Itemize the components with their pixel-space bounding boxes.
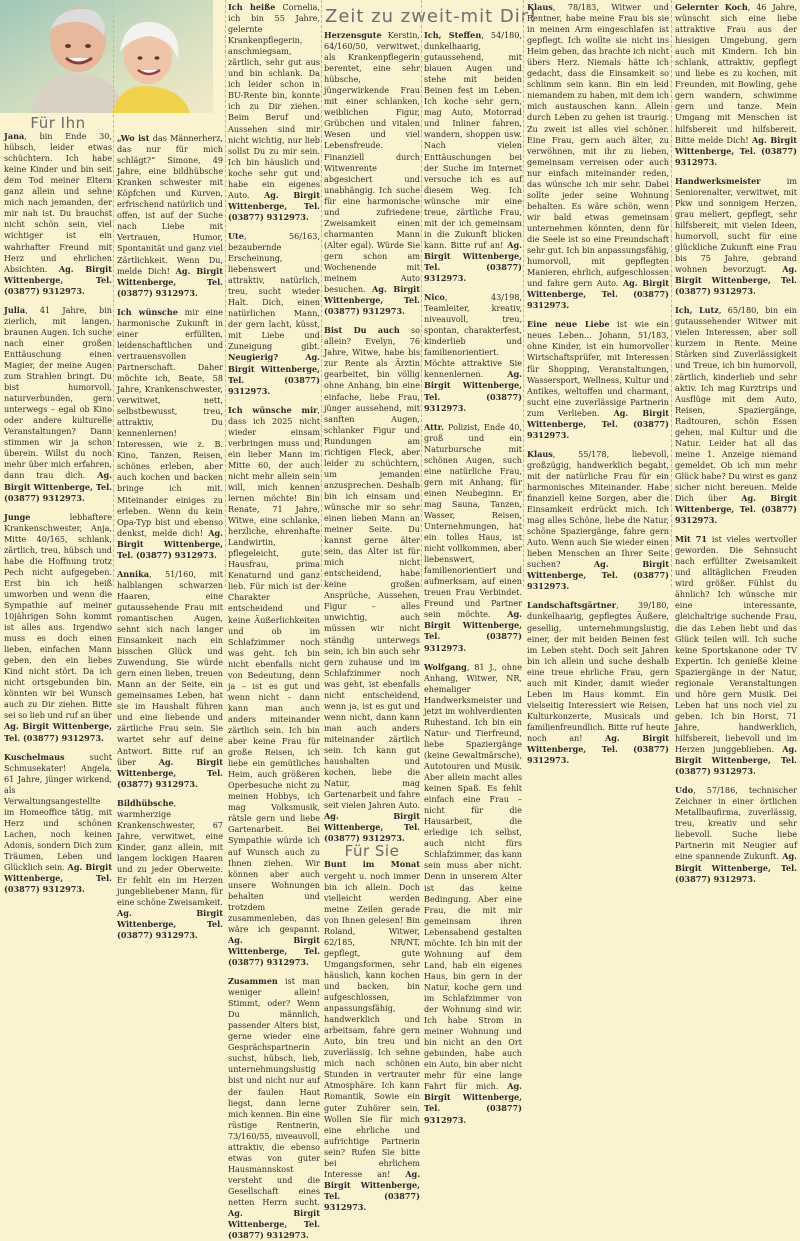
column-2 bbox=[117, 133, 223, 941]
ad-item: Gelernter Koch, 46 Jahre, wünscht sich eine liebe attraktive Frau aus der hiesigen Umgebung, gern auch mit Kindern. Ich bin schlank, attraktiv, gepflegt und liebe es zu kochen, mit Freunden, mit Bowling, gehe gern wandern, schwimme gern und tanze. Mein Umgang mit Menschen ist hilfsbereit und hilfsbereit. Bitte melde Dich! Ag. Birgit Wittenberge, Tel. (03877) 9312973. bbox=[675, 2, 798, 167]
column-divider bbox=[671, 0, 672, 587]
column-divider bbox=[421, 0, 422, 587]
ad-item: Eine neue Liebe ist wie ein neues Leben... Johann, 51/183, ohne Kinder, ist ein humorvoller Wirtschaftsprüfer, mit Interessen für Shopping, Veranstaltungen, Wassersport, Wellness, Kultur und Antikes, weltoffen und charmant, sucht eine zuverlässige Partnerin zum Verlieben. Ag. Birgit Wittenberge, Tel. (03877) 9312973. bbox=[527, 319, 670, 440]
column-7 bbox=[675, 2, 798, 884]
ad-item: Mit 71 ist vieles wertvoller geworden. Die Sehnsucht nach erfüllter Zweisamkeit und alltäglichen Freuden wird größer. Fühlst du ähnlich? Ich wünsche mir eine interessante, gleichaltrige suchende Frau, die das Leben liebt und das Glück teilen will. Ich suche keine Sportskanone oder TV Expertin. Ich genieße kleine Spaziergänge in der Natur, regionale Veranstaltungen und höre gern Musik. Dei Leben hat uns noch viel zu geben. Ich bin Horst, 71 Jahre, handwerklich, hilfsbereit, liebevoll und im Herzen junggeblieben. Ag. Birgit Wittenberge, Tel. (03877) 9312973. bbox=[675, 534, 797, 777]
page-title: Zeit zu zweit-mit Dir! bbox=[325, 6, 538, 27]
ad-item: Annika, 51/160, mit halblangen schwarzen Haaren, eine gutaussehende Frau mit romantischen Augen, sehnt sich nach langer Einsamkeit nach ein bisschen Glück und Zuwendung. Sie würde gern einen lieben, treuen Mann an der Seite, ein gemeinsames Leben, hat sie im Haushalt führen und eine liebende und zärtliche Frau sein. Sie wartet sehr auf deine Antwort. Bitte ruf an über Ag. Birgit Wittenberge, Tel. (03877) 9312973. bbox=[117, 568, 223, 789]
ad-item: Landschaftsgärtner, 39/180, dunkelhaarig, gepflegtes Äußere, gesellig, unternehmungslustig, einer, der mit beiden Beinen fest im Leben steht. Doch seit Jahren bin ich allein und suche deshalb eine treue ehrliche Frau, gern auch mit Kinder, damit wieder Leben im Haus kommt. Ein vielseitig Interessiert wie Reisen, Kulturkonzerte, Musicals und familienfreundlich. Bitte ruf heute noch an! Ag. Birgit Wittenberge, Tel. (03877) 9312973. bbox=[527, 600, 669, 766]
ad-item: Herzensgute Kerstin, 64/160/50, verwitwet, als Krankenpflegerin berentet, eine sehr hübsche, jüngerwirkende Frau mit einer schlanken, weiblichen Figur, Grübchen und vitalen Wesen und viel Lebensfreude. Finanziell durch Witwenrente abgesichert und unabhängig. Ich suche für eine harmonische und zufriedene Zweisamkeit einen charmanten Mann (Alter egal). Würde Sie gern schon am Wochenende mit meinem Auto besuchen. Ag. Birgit Wittenberge, Tel. (03877) 9312973. bbox=[324, 30, 421, 317]
ad-item: Ich heiße Cornelia, ich bin 55 Jahre, gelernte Krankenpflegerin, anschmiegsam, zärtlich, sehr gut aus und bin schlank. Da ich leider schon in BU-Rente bin, konnte ich zu Dir ziehen. Beim Beruf und Aussehen sind mir nicht wichtig, nur lieb sollst Du zu mir sein. Ich bin häuslich und koche sehr gut und habe ein eigenes Auto. Ag. Birgit Wittenberge, Tel. (03877) 9312973. bbox=[228, 2, 320, 222]
section-heading-ihn: Für Ihn bbox=[30, 114, 86, 132]
ad-item: Ich wünsche mir, dass ich 2025 nicht wieder einsam verbringen muss und ein lieber Mann im Mitte 60, der auch nicht mehr allein sein will, mich kennen lernen möchte! Bin Renate, 71 Jahre, Witwe, eine schlanke, herzliche, ehrenhafte Landwirtin, pflegeleicht, gute Hausfrau, prima Kenaturnd und ganz lieb. Für mich ist der Charakter entscheidend und keine Äußerlichkeiten und ob im Schlafzimmer noch was geht. Ich bin nicht ebenfalls nicht von Bedeutung, denn ja – ist es gut und wenn nicht – dann kann man auch anders miteinander zärtlich sein. Ich bin aber keine Frau für große Reisen, ich liebe ein gemütliches Heim, auch größeren Operbesuche nicht zu meinen Hobbys, ich mag Volksmusik, rätsle gern und liebe Gartenarbeit. Bei Sympathie würde ich auf Wunsch auch zu Ihnen ziehen. Wir können aber auch unsere Wohnungen behalten und trotzdem zusammenleben, das wäre ich gespannt. Ag. Birgit Wittenberge, Tel. (03877) 9312973. bbox=[228, 404, 320, 967]
section-heading-sie: Für Sie bbox=[344, 842, 400, 861]
ad-item: Ich, Steffen, 54/180, dunkelhaarig, gutaussehend, mit blauen Augen und stehe mit beiden Beinen fest im Leben. Ich koche sehr gern, mag Auto, Motorrad und Inliner fahren, wandern, shoppen usw. Nach vielen Enttäuschungen bei der Suche im Internet versuche ich es auf diesem Weg. Ich wünsche mir eine treue, zärtliche Frau, mit der ich gemeinsam in die Zukunft blicken kann. Bitte ruf an! Ag. Birgit Wittenberge, Tel. (03877) 9312973. bbox=[424, 30, 522, 284]
ad-item: Ich, Lutz, 65/180, bin ein gutaussehender Witwer mit vielen Interessen, aber soll kurzem in Rente. Meine Stärken sind Zuverlässigkeit und Treue, ich bin humorvoll, zärtlich, kinderlieb und sehr aktiv. Ich mag Kurztrips und Ausflüge mit dem Auto, Reisen, Spaziergänge, Radtouren, schön Essen gehen, mal Kultur und die Natur. Leider hat all das meine 1. Anzeige niemand gemeldet. Ob ich nun mehr Glück habe? Du wirst es ganz sicher nicht bereuen. Melde Dich über Ag. Birgit Wittenberge, Tel. (03877) 9312973. bbox=[675, 305, 797, 526]
ad-item: Klaus, 78/183, Witwer und Rentner, habe meine Frau bis sie in meinen Arm eingeschlafen ist gepflegt. Ich wollte sie nicht ins Heim geben, das brachte ich nicht übers Herz. Niemals hätte ich gedacht, dass die Einsamkeit so schlimm sein kann. Bin ein leid niemandem zu haben, mit dem ich mich austauschen kann. Allein durch Leben zu gehen ist traurig. Zu zweit ist alles viel schöner. Eine Frau, gern auch älter, zu verwöhnen, mit ihr zu lieben, gemeinsam verreisen oder auch nur einfach miteinander reden, das wünsche ich mir sehr. Dabei sollte jeder seine Wohnung behalten. Es wäre schön, wenn wir bald etwas gemeinsam unternehmen könnten, denn für die Seele ist so eine Freundschaft sehr gut. Ich bin anpassungsfähig, humorvoll, mit gepflegten Manieren, ehrlich, aufgeschlossen und fahre gern Auto. Ag. Birgit Wittenberge, Tel. (03877) 9312973. bbox=[527, 2, 670, 311]
column-1 bbox=[4, 114, 113, 895]
column-divider bbox=[523, 0, 524, 587]
ad-item: Julia, 41 Jahre, bin zierlich, mit langen, braunen Augen. Ich suche nach einer großen Enttäuschung einen Magier, der meine Augen zum Strahlen bringt. Du bist humorvoll, naturverbunden, gern unterwegs – egal ob Kino oder andere kulturelle Veranstaltungen? Dann stimmen wir ja schon überein. Willst du noch mehr über mich erfahren, dann trau dich. Ag. Birgit Wittenberge, Tel. (03877) 9312973. bbox=[4, 304, 113, 503]
ad-item: Attr. Polizist, Ende 40, groß und ein Naturbursche mit schönen Augen, such eine natürliche Frau, gern mit Anhang, für einen Neubeginn. Er mag Sauna, Tanzen, Wasser, Reisen, Unternehmungen, hat ein tolles Haus, ist nicht vollkommen, aber liebenswert, familienorientiert und aufmerksam, auf einen treuen Frau Verbindet. Freund und Partner sein möchte. Ag. Birgit Wittenberge, Tel. (03877) 9312973. bbox=[424, 421, 522, 653]
ad-item: Zusammen ist man weniger allein! Stimmt, oder? Wenn Du männlich, passender Alters bist, gerne wieder eine Gesprächspartnerin suchst, hübsch, lieb, unternehmungslustig bist und nicht nur auf der faulen Haut liegst, dann lerne mich kennen. Bin eine rüstige Rentnerin, 73/160/55, niveauvoll, attraktiv, die ebenso etwas von guter Hausmannskost versteht und die Gesellschaft eines netten Herrn sucht. Ag. Birgit Wittenberge, Tel. (03877) 9312973. bbox=[228, 976, 320, 1241]
ad-item: Nico, 43/198, Teamleiter, kreativ, niveauvoll, treu, spontan, charakterfest, kinderlieb und familienorientiert. Möchte attraktive Sie kennenlernen. Ag. Birgit Wittenberge, Tel. (03877) 9312973. bbox=[424, 292, 522, 413]
column-4 bbox=[324, 30, 421, 1212]
ad-item: Jana, bin Ende 30, hübsch, leider etwas schüchtern. Ich habe keine Kinder und bin seit dem Tod meiner Eltern ganz allein und sehne mich nach jemanden, der mir nah ist. Du brauchst nicht schön sein, viel wichtiger ist ein wahrhafter Freund mit Herz und ehrlichen Absichten. Ag. Birgit Wittenberge, Tel. (03877) 9312973. bbox=[4, 131, 112, 296]
column-6 bbox=[527, 2, 670, 766]
ad-item: Bunt im Monat vergeht u. noch immer bin ich allein. Doch vielleicht werden meine Zeilen gerade von Ihnen gelesen! Bin Roland, Witwer, 62/185, NR/NT, gepflegt, gute Umgangsformen, sehr häuslich, kann kochen und backen, bin aufgeschlossen, anpassungsfähig, handwerklich und arbeitsam, fahre gern Auto, bin treu und zuverlässig. Ich sehne mich nach schönen Stunden in vertrauter Atmosphäre. Ich kann Romantik, Sowie ein guter Zuhörer sein. Wollen Sie für mich eine ehrliche und aufrichtige Partnerin sein? Rufen Sie bitte bei ehrlichem Interesse an! Ag. Birgit Wittenberge, Tel. (03877) 9312973. bbox=[324, 859, 421, 1212]
ad-item: Handwerksmeister im Seniorenalter, verwitwet, mit Pkw und sonnigem Herzen, grau meliert, gepflegt, sehr hilfsbereit, mit vielen Ideen, humorvoll, sucht für eine glückliche Zukunft eine Frau bis 75 Jahre, gebrand wohnen bevorzugt. Ag. Birgit Wittenberge, Tel. (03877) 9312973. bbox=[675, 175, 797, 297]
column-5 bbox=[424, 30, 522, 1125]
column-divider bbox=[113, 0, 114, 587]
ad-item: „Wo ist das Männerherz, das nur für mich schlägt?“ Simone, 49 Jahre, eine bildhübsche Kranken schwester mit Köpfchen und Kurven, erfrischend natürlich und offen, ist auf der Suche nach Liebe mit Vertrauen, Humor, Spontanität und ganz viel Zärtlichkeit. Wenn Du, melde Dich! Ag. Birgit Wittenberge, Tel. (03877) 9312973. bbox=[117, 133, 223, 298]
ad-item: Bildhübsche, warmherzige Krankenschwester, 67 Jahre, verwitwet, eine Kinder, ganz allein, mit langem lockigen Haaren und zu jeder Oberweite. Er fehlt ein im Herzen jungebliebener Mann, für eine schöne Zweisamkeit. Ag. Birgit Wittenberge, Tel. (03877) 9312973. bbox=[117, 797, 223, 941]
ad-item: Udo, 57/186, technischer Zeichner in einer örtlichen Metallbaufirma, zuverlässig, treu, kreativ und sehr liebevoll. Suche liebe Partnerin mit Neugier auf eine spannende Zukunft. Ag. Birgit Wittenberge, Tel. (03877) 9312973. bbox=[675, 785, 797, 884]
ad-item: Ute, 56/163, bezaubernde Erscheinung, liebenswert und attraktiv, natürlich, treu, sucht wieder Halt. Dich, einen natürlichen Mann, der gern lacht, küsst, mit Liebe und Zuneigung gibt. Neugierig? Ag. Birgit Wittenberge, Tel. (03877) 9312973. bbox=[228, 230, 320, 396]
column-divider bbox=[225, 0, 226, 587]
ad-item: Ich wünsche mir eine harmonische Zukunft in einer erfüllten, leidenschaftlichen und vertrauensvollen Partnerschaft. Daher möchte ich, Beate, 58 Jahre, Krankenschwester, verwitwet, nett, selbstbewusst, treu, attraktiv, Du kennenlernen! Interessen, wie z. B. Kino, Tanzen, Reisen, schönes erleben, aber auch kochen und backen bringe ich mit. Miteinander einiges zu erleben. Wenn du kein Opa-Typ bist und ebenso denkst, melde dich! Ag. Birgit Wittenberge, Tel. (03877) 9312973. bbox=[117, 306, 223, 560]
column-divider bbox=[321, 0, 322, 587]
ad-item: Junge lebhaftere Krankenschwester, Anja, Mitte 40/165, schlank, zärtlich, treu, hübsch und habe die Hoffnung trotz Pech nicht aufgegeben. Erst bin ich heiß umworben und wenn die Sympathie auf meiner 10jährigen Sohn kommt ist alles aus. Irgendwo muss es doch einen lieben, einfachen Mann geben, den ein liebes Kind nicht stört. Da ich nicht ortsgebunden bin, könnten wir bei Wunsch auch zu Dir ziehen. Bitte sei so lieb und ruf an über Ag. Birgit Wittenberge, Tel. (03877) 9312973. bbox=[4, 511, 112, 743]
ad-item: Bist Du auch so allein? Evelyn, 76 Jahre, Witwe, habe bis zur Rente als Ärztin gearbeitet, bin völlig ohne Anhang, bin eine einfache, liebe Frau, jünger aussehend, mit sanften Augen, schlanker Figur und Rundungen am richtigen Fleck, aber leider zu schüchtern, um jemanden anzusprechen. Deshalb bin ich einsam und wünsche mir so sehr einen lieben Mann an meiner Seite. Du kannst gerne älter sein, das Alter ist für mich nicht entscheidend, habe keine großen Ansprüche, Aussehen, Figur – alles unwichtig, auch müssen wir nicht ständig unterwegs sein, ich bin auch sehr gern zuhause und im Schlafzimmer noch was geht, ist ebenfalls nicht entscheidend, wenn ja, ist es gut und wenn nicht, dann kann man auch anders miteinander zärtlich sein. Ich kann gut haushalten und kochen, liebe die Natur, mag Gartenarbeit und fahre seit vielen Jahren Auto. Ag. Birgit Wittenberge, Tel. (03877) 9312973. bbox=[324, 325, 420, 844]
ad-item: Wolfgang, 81 J., ohne Anhang, Witwer, NR, ehemaliger Handwerksmeister und jetzt im wohlverdienten Ruhestand. Ich bin ein Natur- und Tierfreund, liebe Spaziergänge (keine Gewaltmärsche), Autotouren und Musik. Aber allein macht alles keinen Spaß. Es fehlt einfach eine Frau – nicht für die Hausarbeit, die erledige ich selbst, auch nicht fürs Schlafzimmer, das kann sein muss aber nicht. Denn in unserem Alter ist das keine Bedingung. Aber eine Frau, die mit mir gemeinsam ihren Lebensabend gestalten möchte. Ich bin mit der Wohnung auf dem Land, hab ein eigenes Haus, bin gern in der Natur, koche gern und im Schlafzimmer von der Wohnung sind wir. Ich habe Strom in meiner Wohnung und bin nicht an den Ort gebunden, habe auch ein Auto, bin aber nicht mehr für eine lange Fahrt für mich. Ag. Birgit Wittenberge, Tel. (03877) 9312973. bbox=[424, 661, 522, 1125]
column-3 bbox=[228, 2, 320, 1241]
couple-illustration bbox=[0, 0, 213, 113]
ad-item: Kuschelmaus sucht Schmusekater! Angela, 61 Jahre, jünger wirkend, als Verwaltungsangestellte im Homeoffice tätig, mit Herz und schönen Lachen, noch keinen Adonis, sondern Dich zum Träumen, Leben und Glücklich sein. Ag. Birgit Wittenberge, Tel. (03877) 9312973. bbox=[4, 751, 112, 895]
couple-photo bbox=[0, 0, 213, 113]
ad-item: Klaus, 55/178, liebevoll, großzügig, handwerklich begabt, mit der natürliche Frau für ein harmonisches Miteinander. Habe finanziell keine Sorgen, aber die Einsamkeit erdrückt mich. Ich mag alles Schöne, liebe die Natur, schöne Spaziergänge, fahre gern Auto. Wenn auch Sie wieder einen lieben Menschen an Ihrer Seite suchen? Ag. Birgit Wittenberge, Tel. (03877) 9312973. bbox=[527, 448, 669, 592]
